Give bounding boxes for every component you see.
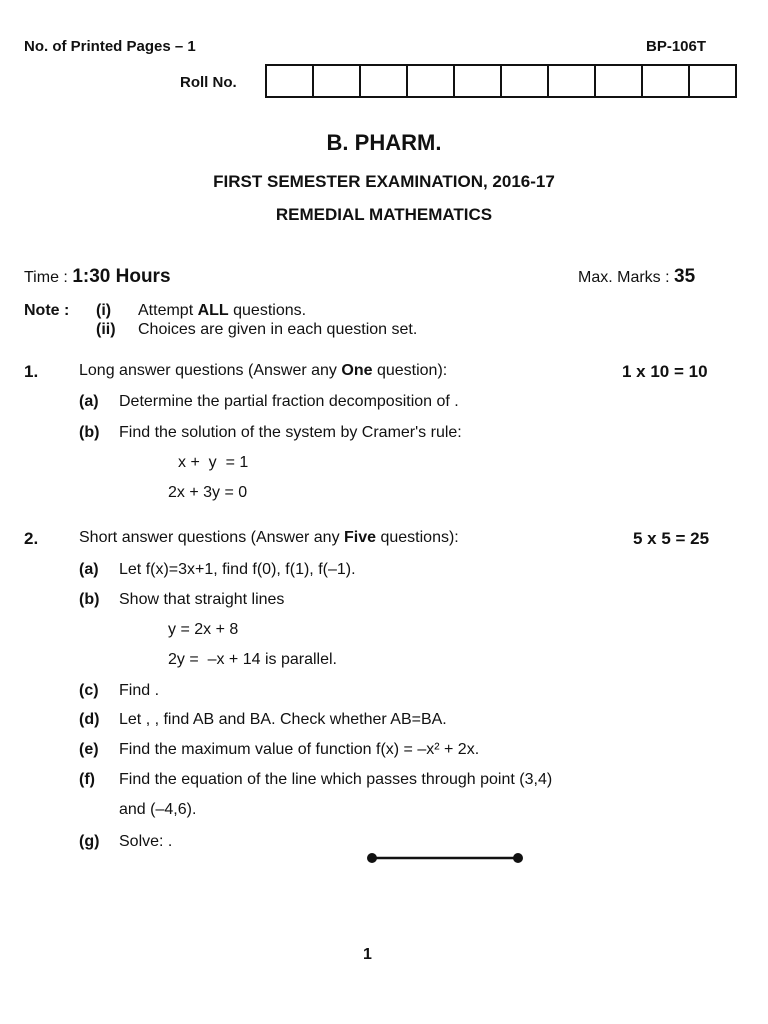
question-number: 1. xyxy=(24,362,39,381)
question-heading xyxy=(79,362,447,380)
roll-no-box[interactable] xyxy=(361,66,408,96)
part-label: (g) xyxy=(79,833,100,850)
part-text: Find the maximum value of function f(x) = –x² + 2x. xyxy=(119,741,480,758)
note-item-number: (ii) xyxy=(96,321,116,338)
roll-no-box[interactable] xyxy=(314,66,361,96)
note-item-number: (i) xyxy=(96,302,112,319)
part-label: (b) xyxy=(79,591,100,608)
question-heading xyxy=(79,529,459,547)
heading-text: Short answer questions (Answer any xyxy=(79,529,345,546)
equation: x + y = 1 xyxy=(178,454,249,471)
heading-emphasis: Five xyxy=(344,529,377,546)
roll-no-label: Roll No. xyxy=(180,74,237,91)
note-text-part: Attempt xyxy=(138,302,198,319)
roll-no-box[interactable] xyxy=(596,66,643,96)
note-text-emphasis: ALL xyxy=(197,302,229,319)
note-text-part: questions. xyxy=(228,302,307,319)
question-marks: 1 x 10 = 10 xyxy=(622,362,708,381)
note-item-text: Choices are given in each question set. xyxy=(138,321,418,338)
part-label: (a) xyxy=(79,393,99,410)
subject-title: REMEDIAL MATHEMATICS xyxy=(275,205,493,224)
time-value: 1:30 Hours xyxy=(72,266,171,287)
part-text: Let f(x)=3x+1, find f(0), f(1), f(–1). xyxy=(119,561,356,578)
heading-text: Long answer questions (Answer any xyxy=(79,362,342,379)
part-label: (c) xyxy=(79,682,99,699)
roll-no-box[interactable] xyxy=(643,66,690,96)
max-marks-label: Max. Marks : xyxy=(578,269,670,286)
heading-emphasis: One xyxy=(341,362,373,379)
roll-no-box[interactable] xyxy=(549,66,596,96)
time-label: Time : xyxy=(24,269,68,286)
roll-no-box[interactable] xyxy=(408,66,455,96)
part-text: Find the solution of the system by Cramer's rule: xyxy=(119,424,462,441)
paper-code: BP-106T xyxy=(646,38,707,55)
part-text: Determine the partial fraction decomposition of . xyxy=(119,393,459,410)
part-text: Find . xyxy=(119,682,160,699)
equation: y = 2x + 8 xyxy=(168,621,239,638)
heading-text: question): xyxy=(372,362,448,379)
part-label: (f) xyxy=(79,771,95,788)
part-text: Find the equation of the line which passes through point (3,4) xyxy=(119,771,553,788)
roll-no-boxes[interactable] xyxy=(265,64,737,98)
part-text: Solve: . xyxy=(119,833,173,850)
part-label: (b) xyxy=(79,424,100,441)
page-number: 1 xyxy=(363,946,372,963)
printed-pages: No. of Printed Pages – 1 xyxy=(24,38,196,55)
marks-row xyxy=(578,266,695,288)
note-item-text xyxy=(138,302,306,320)
equation: 2y = –x + 14 is parallel. xyxy=(168,651,337,668)
part-text: Show that straight lines xyxy=(119,591,285,608)
roll-no-box[interactable] xyxy=(455,66,502,96)
part-label: (a) xyxy=(79,561,99,578)
part-text: Let , , find AB and BA. Check whether AB=BA. xyxy=(119,711,447,728)
part-text-continued: and (–4,6). xyxy=(119,801,197,818)
part-label: (e) xyxy=(79,741,99,758)
roll-no-box[interactable] xyxy=(690,66,735,96)
heading-text: questions): xyxy=(376,529,459,546)
end-separator xyxy=(364,850,526,866)
question-number: 2. xyxy=(24,529,39,548)
time-row xyxy=(24,266,171,288)
note-label: Note : xyxy=(24,302,70,319)
roll-no-box[interactable] xyxy=(502,66,549,96)
program-title: B. PHARM. xyxy=(326,130,442,155)
equation: 2x + 3y = 0 xyxy=(168,484,248,501)
roll-no-box[interactable] xyxy=(267,66,314,96)
part-label: (d) xyxy=(79,711,100,728)
question-marks: 5 x 5 = 25 xyxy=(633,529,710,548)
max-marks-value: 35 xyxy=(674,266,696,287)
exam-title: FIRST SEMESTER EXAMINATION, 2016-17 xyxy=(213,172,555,191)
